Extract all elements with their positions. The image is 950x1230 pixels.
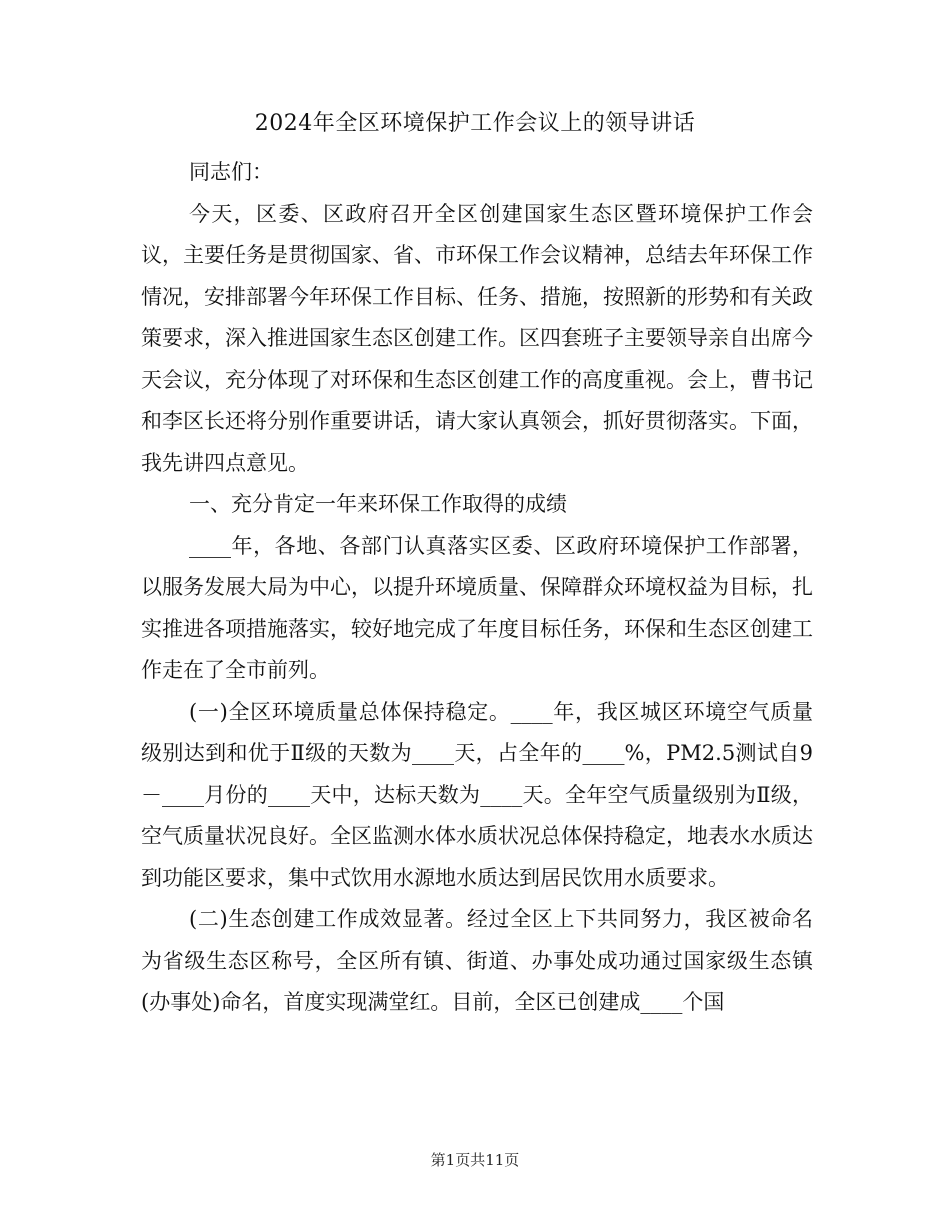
document-body — [141, 152, 813, 1024]
ecological-creation-paragraph: (二)生态创建工作成效显著。经过全区上下共同努力，我区被命名为省级生态区称号，全区所有镇、街道、办事处成功通过国家级生态镇(办事处)命名，首度实现满堂红。目前，全区已创建成____个国 — [141, 907, 813, 1014]
page-number-footer: 第1页共11页 — [430, 1151, 520, 1169]
salutation-paragraph: 同志们： — [189, 160, 273, 184]
document-title: 2024年全区环境保护工作会议上的领导讲话 — [254, 111, 696, 136]
achievements-paragraph: ____年，各地、各部门认真落实区委、区政府环境保护工作部署，以服务发展大局为中心，以提升环境质量、保障群众环境权益为目标，扎实推进各项措施落实，较好地完成了年度目标任务，环保和生态区创建工作走在了全市前列。 — [141, 533, 813, 682]
environment-quality-paragraph: (一)全区环境质量总体保持稳定。____年，我区城区环境空气质量级别达到和优于Ⅱ级的天数为____天，占全年的____%，PM2.5测试自9－____月份的____天中，达标天数为____天。全年空气质量级别为Ⅱ级，空气质量状况良好。全区监测水体水质状况总体保持稳定，地表水水质达到功能区要求，集中式饮用水源地水质达到居民饮用水质要求。 — [141, 699, 813, 890]
intro-paragraph: 今天，区委、区政府召开全区创建国家生态区暨环境保护工作会议，主要任务是贯彻国家、省、市环保工作会议精神，总结去年环保工作情况，安排部署今年环保工作目标、任务、措施，按照新的形势和有关政策要求，深入推进国家生态区创建工作。区四套班子主要领导亲自出席今天会议，充分体现了对环保和生态区创建工作的高度重视。会上，曹书记和李区长还将分别作重要讲话，请大家认真领会，抓好贯彻落实。下面，我先讲四点意见。 — [141, 201, 813, 475]
section-heading-1: 一、充分肯定一年来环保工作取得的成绩 — [189, 492, 567, 516]
